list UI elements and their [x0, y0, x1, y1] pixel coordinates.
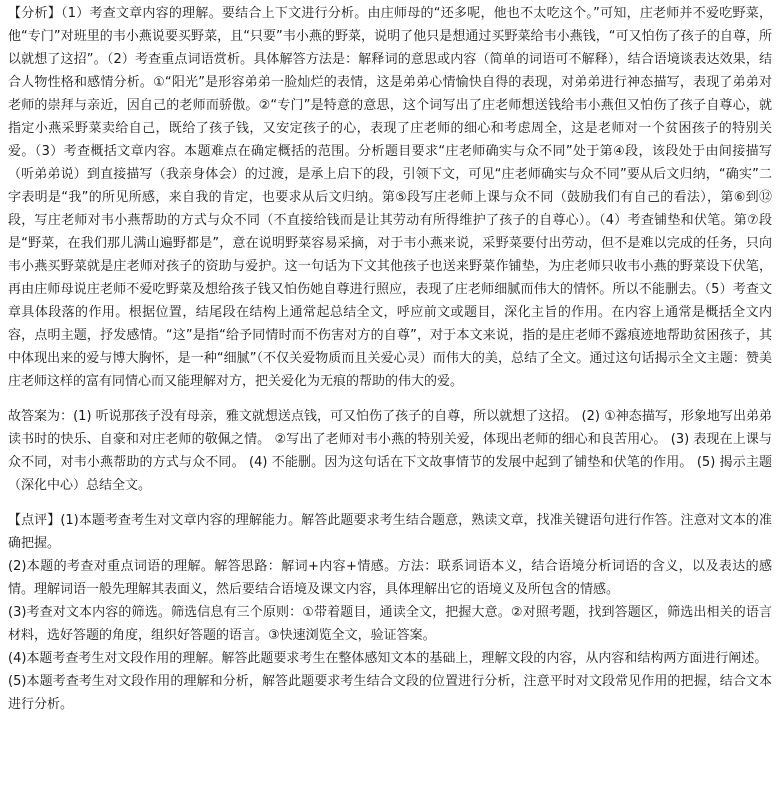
analysis-paragraph: 【分析】（1）考查文章内容的理解。要结合上下文进行分析。由庄师母的“还多呢，他也不太吃这个。”可知，庄老师并不爱吃野菜，他“专门”对班里的韦小燕说要买野菜，且“只要”韦小燕的野菜，说明了他只是想通过买野菜给韦小燕钱，“可又怕伤了孩子的自尊，所以就想了这招”。（2）考查重点词语赏析。具体解答方法是：解释词的意思或内容（简单的词语可不解释），结合语境谈表达效果，结合人物性格和感情分析。①“阳光”是形容弟弟一脸灿烂的表情，这是弟弟心情愉快自得的表现，对弟弟进行神态描写，表现了弟弟对老师的崇拜与亲近，因自己的老师而骄傲。②“专门”是特意的意思，这个词写出了庄老师想送钱给韦小燕但又怕伤了孩子自尊心，就指定小燕采野菜卖给自己，既给了孩子钱，又安定孩子的心，表现了庄老师的细心和考虑周全，这是老师对一个贫困孩子的特别关爱。（3）考查概括文章内容。本题难点在确定概括的范围。分析题目要求“庄老师确实与众不同”处于第④段，该段处于由间接描写（听弟弟说）到直接描写（我亲身体会）的过渡，是承上启下的段，引领下文，可见“庄老师确实与众不同”要从后文归纳，“确实”二字表明是“我”的所见所感，来自我的肯定，也要求从后文归纳。第⑤段写庄老师上课与众不同（鼓励我们有自己的看法），第⑥到⑫段，写庄老师对韦小燕帮助的方式与众不同（不直接给钱而是让其劳动有所得维护了孩子的自尊心）。（4）考查铺垫和伏笔。第⑦段是“野菜，在我们那儿满山遍野都是”，意在说明野菜容易采摘，对于韦小燕来说，采野菜要付出劳动，但不是难以完成的任务，只向韦小燕买野菜就是庄老师对孩子的资助与爱护。这一句话为下文其他孩子也送来野菜作铺垫，为庄老师只收韦小燕的野菜设下伏笔，再由庄师母说庄老师不爱吃野菜及想给孩子钱又怕伤她自尊进行照应，表现了庄老师细腻而伟大的情怀。所以不能删去。（5）考查文章具体段落的作用。根据位置，结尾段在结构上通常起总结全文，呼应前文或题目，深化主旨的作用。在内容上通常是概括全文内容，点明主题，抒发感情。“这”是指“给予同情时而不伤害对方的自尊”，对于本文来说，指的是庄老师不露痕迹地帮助贫困孩子，其中体现出来的爱与博大胸怀，是一种“细腻”（不仅关爱物质而且关爱心灵）而伟大的美，总结了全文。通过这句话揭示全文主题：赞美庄老师这样的富有同情心而又能理解对方，把关爱化为无痕的帮助的伟大的爱。 [8, 6, 772, 389]
spacer [8, 497, 772, 509]
comment-paragraph-1: 【点评】(1)本题考查考生对文章内容的理解能力。解答此题要求考生结合题意，熟读文章，找准关键语句进行作答。注意对文本的准确把握。 [8, 513, 772, 551]
spacer [8, 393, 772, 405]
answer-paragraph: 故答案为：(1) 听说那孩子没有母亲，雅文就想送点钱，可又怕伤了孩子的自尊，所以就想了这招。 (2) ①神态描写，形象地写出弟弟读书时的快乐、自豪和对庄老师的敬佩之情。 ②写出了老师对韦小燕的特别关爱，体现出老师的细心和良苦用心。 (3) 表现在上课与众不同，对韦小燕帮助的方式与众不同。 (4) 不能删。因为这句话在下文故事情节的发展中起到了铺垫和伏笔的作用。 (5) 揭示主题（深化中心）总结全文。 [8, 409, 772, 493]
comment-paragraph-3: (3)考查对文本内容的筛选。筛选信息有三个原则：①带着题目，通读全文，把握大意。②对照考题，找到答题区，筛选出相关的语言材料，选好答题的角度，组织好答题的语言。③快速浏览全文，验证答案。 [8, 605, 772, 643]
comment-paragraph-4: (4)本题考查考生对文段作用的理解。解答此题要求考生在整体感知文本的基础上，理解文段的内容，从内容和结构两方面进行阐述。 [8, 651, 768, 666]
comment-paragraph-5: (5)本题考查考生对文段作用的理解和分析，解答此题要求考生结合文段的位置进行分析，注意平时对文段常见作用的把握，结合文本进行分析。 [8, 674, 772, 712]
comment-paragraph-2: (2)本题的考查对重点词语的理解。解答思路：解词+内容+情感。方法：联系词语本义，结合语境分析词语的含义，以及表达的感情。理解词语一般先理解其表面义，然后要结合语境及课文内容，具体理解出它的语境义及所包含的情感。 [8, 559, 772, 597]
